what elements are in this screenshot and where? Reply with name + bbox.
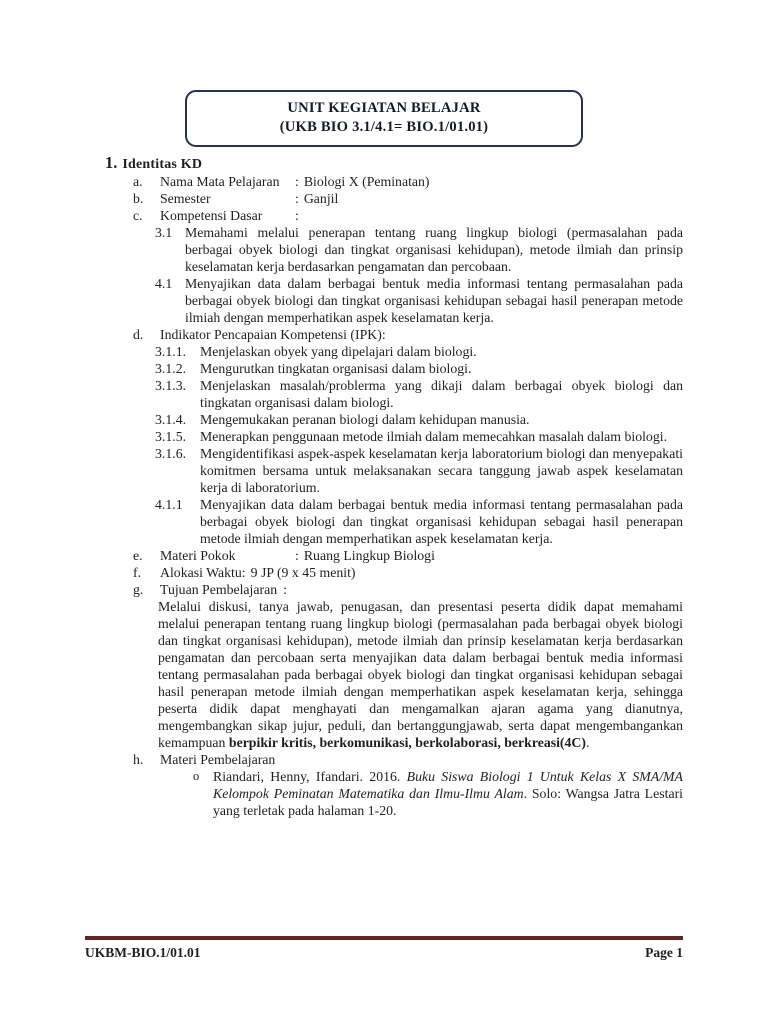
row-marker: f.: [133, 565, 142, 580]
row-label: Kompetensi Dasar: [160, 208, 263, 223]
ipk-text: Menyajikan data dalam berbagai bentuk media informasi tentang permasalahan pada berbagai obyek biologi dan tingkat organisasi kehidupan sebagai hasil penerapan metode ilmiah dengan memperhatikan aspek keselamatan kerja.: [200, 497, 683, 546]
ipk-item: [155, 360, 683, 377]
tujuan-bold-text: berpikir kritis, berkomunikasi, berkolaborasi, berkreasi(4C): [228, 735, 586, 750]
title-box: [185, 90, 583, 147]
ipk-number: 3.1.3.: [155, 378, 187, 393]
reference-publisher: . Solo: Wangsa Jatra Lestari yang terletak pada halaman 1-20.: [213, 786, 683, 818]
reference-authors: Riandari, Henny, Ifandari. 2016.: [213, 769, 407, 784]
row-label: Materi Pembelajaran: [160, 752, 276, 767]
row-value: Ruang Lingkup Biologi: [303, 548, 435, 563]
row-separator: :: [241, 565, 246, 580]
reference-item: [193, 768, 683, 819]
row-separator: :: [283, 582, 287, 597]
ipk-text: Menerapkan penggunaan metode ilmiah dalam memecahkan masalah dalam biologi.: [200, 429, 668, 444]
row-label: Indikator Pencapaian Kompetensi (IPK):: [160, 327, 386, 342]
title-line-2: (UKB BIO 3.1/4.1= BIO.1/01.01): [279, 119, 489, 135]
ipk-item: [155, 343, 683, 360]
ipk-number: 3.1.2.: [155, 361, 187, 376]
bullet-icon: o: [193, 769, 200, 783]
row-tujuan-pembelajaran: [133, 581, 683, 598]
footer-divider: [85, 936, 683, 940]
row-marker: b.: [133, 191, 144, 206]
ipk-text: Mengurutkan tingkatan organisasi dalam biologi.: [200, 361, 472, 376]
row-semester: [133, 190, 683, 207]
row-materi-pokok: [133, 547, 683, 564]
ipk-item: [155, 445, 683, 496]
row-label: Nama Mata Pelajaran: [160, 174, 280, 189]
row-marker: e.: [133, 548, 143, 563]
row-nama-mata-pelajaran: [133, 173, 683, 190]
document-body: [85, 154, 683, 819]
row-marker: a.: [133, 174, 143, 189]
row-separator: :: [295, 548, 299, 563]
row-label: Semester: [160, 191, 211, 206]
ipk-item: [155, 428, 683, 445]
tujuan-text: Melalui diskusi, tanya jawab, penugasan, dan presentasi peserta didik dapat memahami melalui penerapan tentang ruang lingkup biologi (permasalahan pada berbagai obyek biologi dan tingkat organisasi kehidupan), metode ilmiah dan prinsip keselamatan kerja berdasarkan pengamatan dan percobaan serta menyajikan data dalam berbagai bentuk media informasi tentang permasalahan pada berbagai obyek biologi dan tingkat organisasi kehidupan sebagai hasil penerapan metode ilmiah dengan memperhatikan aspek keselamatan kerja, sehingga peserta didik dapat menghayati dan mengamalkan ajaran agama yang dianutnya, mengembangkan sikap jujur, peduli, dan bertanggungjawab, serta dapat mengembangankan kemampuan: [158, 599, 683, 750]
ipk-text: Mengemukakan peranan biologi dalam kehidupan manusia.: [200, 412, 530, 427]
row-alokasi-waktu: [133, 564, 683, 581]
row-materi-pembelajaran: [133, 751, 683, 768]
row-label: Tujuan Pembelajaran: [160, 582, 278, 597]
reference-text: [213, 768, 683, 819]
kd-item-3-1: [155, 224, 683, 275]
tujuan-paragraph: [158, 598, 683, 751]
tujuan-text-end: .: [585, 735, 590, 750]
section-title: Identitas KD: [122, 157, 203, 172]
section-number: 1.: [105, 153, 118, 172]
ipk-number: 3.1.1.: [155, 344, 187, 359]
footer-page-number: Page 1: [645, 945, 683, 960]
ipk-number: 3.1.5.: [155, 429, 187, 444]
ipk-item: [155, 377, 683, 411]
row-value: Biologi X (Peminatan): [303, 174, 430, 189]
row-separator: :: [295, 208, 299, 223]
section-heading: [105, 154, 683, 173]
kd-text: Memahami melalui penerapan tentang ruang lingkup biologi (permasalahan pada berbagai obyek biologi dan tingkat organisasi kehidupan), metode ilmiah dan prinsip keselamatan kerja berdasarkan pengamatan dan percobaan.: [185, 225, 683, 274]
ipk-text: Mengidentifikasi aspek-aspek keselamatan kerja laboratorium biologi dan menyepakati komitmen bersama untuk melaksanakan secara tanggung jawab aspek keselamatan kerja di laboratorium.: [200, 446, 683, 495]
row-marker: g.: [133, 582, 144, 597]
row-value: 9 JP (9 x 45 menit): [250, 565, 356, 580]
ipk-item: [155, 496, 683, 547]
kd-item-4-1: [155, 275, 683, 326]
page-footer: [85, 936, 683, 961]
row-kompetensi-dasar: [133, 207, 683, 224]
ipk-text: Menjelaskan obyek yang dipelajari dalam biologi.: [200, 344, 477, 359]
row-marker: c.: [133, 208, 143, 223]
ipk-item: [155, 411, 683, 428]
footer-document-code: UKBM-BIO.1/01.01: [85, 945, 201, 960]
kd-text: Menyajikan data dalam berbagai bentuk media informasi tentang permasalahan pada berbagai obyek biologi dan tingkat organisasi kehidupan sebagai hasil penerapan metode ilmiah dengan memperhatikan aspek keselamatan kerja.: [185, 276, 683, 325]
kd-number: 3.1: [155, 225, 173, 240]
row-label: Alokasi Waktu: [160, 565, 242, 580]
ipk-number: 4.1.1: [155, 497, 183, 512]
ipk-number: 3.1.6.: [155, 446, 187, 461]
row-marker: h.: [133, 752, 144, 767]
ipk-number: 3.1.4.: [155, 412, 187, 427]
reference-book-title: Buku Siswa Biologi 1 Untuk Kelas X SMA/MA Kelompok Peminatan Matematika dan Ilmu-Ilmu Alam: [213, 769, 683, 801]
title-line-1: UNIT KEGIATAN BELAJAR: [287, 100, 481, 116]
row-indikator-ipk: [133, 326, 683, 343]
row-value: Ganjil: [303, 191, 339, 206]
footer-text-row: [85, 945, 683, 961]
kd-number: 4.1: [155, 276, 173, 291]
row-separator: :: [295, 191, 299, 206]
row-label: Materi Pokok: [160, 548, 236, 563]
row-separator: :: [295, 174, 299, 189]
ipk-text: Menjelaskan masalah/problerma yang dikaji dalam berbagai obyek biologi dan tingkatan organisasi dalam biologi.: [200, 378, 683, 410]
row-marker: d.: [133, 327, 144, 342]
